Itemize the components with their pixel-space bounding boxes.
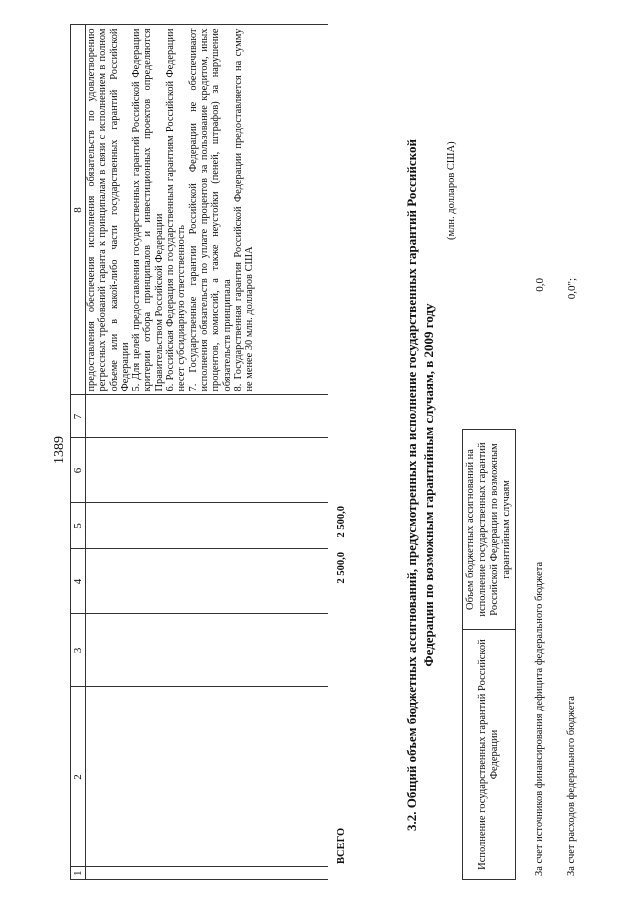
condition-paragraph: предоставления обеспечения исполнения обязательств по удовлетворению регрессных требований гаранта к принципалам в связи с исполнением в полном объеме или в какой-либо части государственных гарантий Российской Федерации xyxy=(86,28,131,392)
table-cell xyxy=(86,503,329,549)
table-cell xyxy=(86,549,329,614)
table-cell xyxy=(86,614,329,687)
condition-paragraph: 5. Для целей предоставления государственных гарантий Российской Федерации критерии отбора принципалов и инвестиционных проектов определяются Правительством Российской Федерации xyxy=(131,28,165,392)
condition-paragraph: 7. Государственные гарантии Российской Федерации не обеспечивают исполнения обязательств по уплате процентов за пользование кредитом, иных процентов, комиссий, а также неустойки (пеней, штрафов) за нарушение обязательств принципала xyxy=(187,28,233,392)
column-number: 6 xyxy=(71,438,86,503)
column-header: Объем бюджетных ассигнований на исполнение государственных гарантий Российской Федерации по возможным гарантийным случаям xyxy=(463,430,516,630)
condition-paragraph: 6. Российская Федерация по государственным гарантиям Российской Федерации несет субсидиарную ответственность xyxy=(165,28,188,392)
column-number: 5 xyxy=(71,503,86,549)
total-value: 2 500,0 xyxy=(335,506,347,538)
row-label: За счет расходов федерального бюджета xyxy=(566,696,577,876)
page-number: 1389 xyxy=(52,436,67,464)
column-number: 2 xyxy=(71,687,86,867)
table-header-row xyxy=(463,430,516,880)
column-number: 3 xyxy=(71,614,86,687)
table-cell xyxy=(86,395,329,438)
column-number-row xyxy=(71,25,86,880)
units-note: (млн. долларов США) xyxy=(446,141,457,240)
guarantee-table xyxy=(70,25,354,881)
allocation-table xyxy=(462,429,516,880)
conditions-cell xyxy=(86,25,329,395)
column-number: 4 xyxy=(71,549,86,614)
section-title: 3.2. Общий объем бюджетных ассигнований, предусмотренных на исполнение государственных гарантий Российской Федерации по возможным гарантийным случаям, в 2009 году xyxy=(404,139,436,831)
row-value: 0,0"; xyxy=(566,278,578,300)
column-header: Исполнение государственных гарантий Российской Федерации xyxy=(463,630,516,880)
total-value: 2 500,0 xyxy=(335,552,347,584)
column-number: 7 xyxy=(71,395,86,438)
table-cell xyxy=(86,438,329,503)
table-row xyxy=(86,25,329,880)
row-label: За счет источников финансирования дефицита федерального бюджета xyxy=(534,561,545,876)
row-value: 0,0 xyxy=(534,278,546,292)
total-row xyxy=(328,25,354,880)
table-cell xyxy=(86,687,329,867)
condition-paragraph: 8. Государственная гарантия Российской Федерации предоставляется на сумму не менее 30 млн. долларов США xyxy=(232,28,256,392)
column-number: 8 xyxy=(71,25,86,395)
total-label: ВСЕГО xyxy=(335,827,347,864)
table-cell xyxy=(86,867,329,880)
column-number: 1 xyxy=(71,867,86,880)
